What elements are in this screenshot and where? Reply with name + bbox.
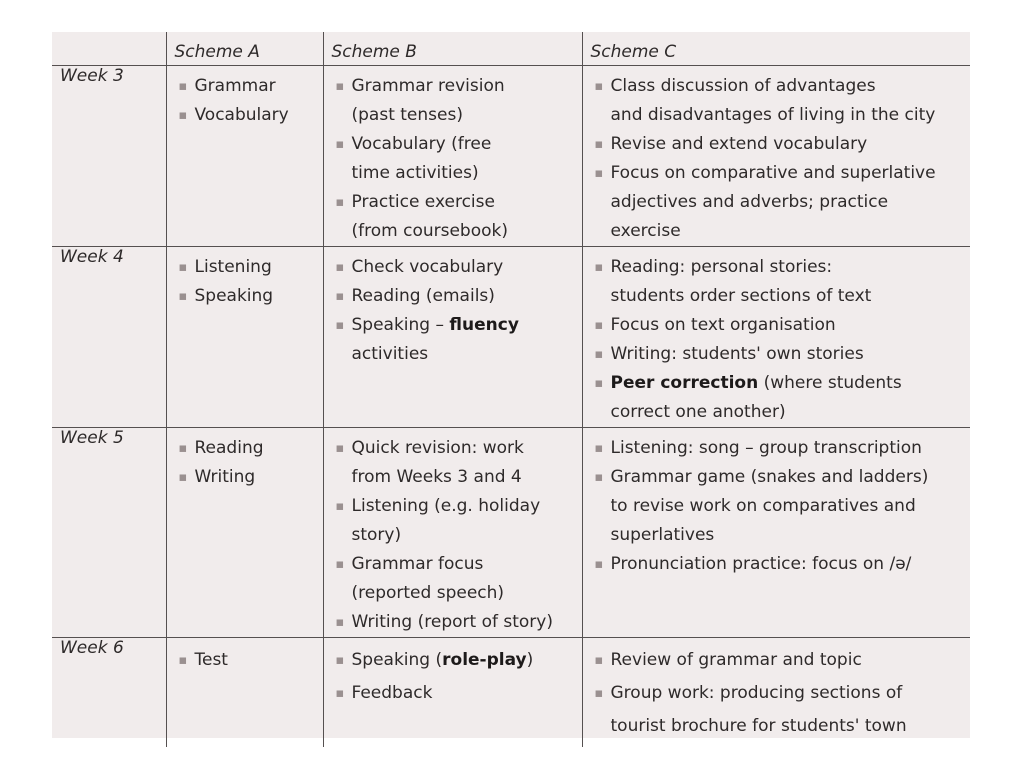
list-item: ▪ Quick revision: work from Weeks 3 and 4: [332, 434, 576, 492]
list-item: ▪ Vocabulary: [175, 101, 317, 130]
list-item: ▪ Writing (report of story): [332, 608, 576, 637]
list-item: ▪ Focus on comparative and superlative adjectives and adverbs; practice exercise: [591, 159, 965, 246]
header-week: [52, 32, 166, 65]
list-item: ▪ Group work: producing sections of tourist brochure for students' town: [591, 677, 965, 743]
bullet-icon: ▪: [178, 259, 188, 275]
list-item: ▪ Speaking (role-play): [332, 644, 576, 677]
bullet-icon: ▪: [335, 317, 345, 333]
list-item: ▪ Grammar: [175, 72, 317, 101]
header-row: [52, 32, 970, 65]
week-label: Week 5: [52, 427, 166, 637]
scheme-c-cell: [582, 637, 970, 747]
scheme-a-cell: [166, 637, 323, 747]
list-item: ▪ Writing: [175, 463, 317, 492]
scheme-a-cell: [166, 427, 323, 637]
header-scheme-a: Scheme A: [166, 32, 323, 65]
list-item: ▪ Listening: [175, 253, 317, 282]
bullet-icon: ▪: [335, 136, 345, 152]
scheme-b-cell: [323, 65, 582, 246]
list-item: ▪ Class discussion of advantages and disadvantages of living in the city: [591, 72, 965, 130]
scheme-a-cell: [166, 65, 323, 246]
scheme-c-cell: [582, 427, 970, 637]
scheme-table-sheet: [52, 32, 970, 738]
schemes-of-work-table: [52, 32, 970, 747]
bullet-icon: ▪: [594, 469, 604, 485]
list-item: ▪ Grammar revision (past tenses): [332, 72, 576, 130]
week-label: Week 3: [52, 65, 166, 246]
list-item: ▪ Vocabulary (free time activities): [332, 130, 576, 188]
bullet-icon: ▪: [594, 375, 604, 391]
list-item: ▪ Speaking – fluency activities: [332, 311, 576, 369]
bullet-icon: ▪: [335, 194, 345, 210]
bullet-icon: ▪: [335, 78, 345, 94]
list-item: ▪ Feedback: [332, 677, 576, 710]
week-label: Week 6: [52, 637, 166, 747]
list-item: ▪ Listening (e.g. holiday story): [332, 492, 576, 550]
scheme-c-cell: [582, 65, 970, 246]
bullet-icon: ▪: [594, 346, 604, 362]
header-scheme-b: Scheme B: [323, 32, 582, 65]
scheme-b-cell: [323, 427, 582, 637]
table-row-week-4: [52, 246, 970, 427]
list-item: ▪ Practice exercise (from coursebook): [332, 188, 576, 246]
table-row-week-6: [52, 637, 970, 747]
scheme-b-cell: [323, 637, 582, 747]
bullet-icon: ▪: [178, 78, 188, 94]
list-item: ▪ Reading (emails): [332, 282, 576, 311]
bullet-icon: ▪: [335, 288, 345, 304]
list-item: ▪ Revise and extend vocabulary: [591, 130, 965, 159]
bullet-icon: ▪: [335, 685, 345, 701]
list-item: ▪ Focus on text organisation: [591, 311, 965, 340]
list-item: ▪ Speaking: [175, 282, 317, 311]
week-label: Week 4: [52, 246, 166, 427]
list-item: ▪ Listening: song – group transcription: [591, 434, 965, 463]
list-item: ▪ Reading: [175, 434, 317, 463]
bullet-icon: ▪: [594, 317, 604, 333]
bullet-icon: ▪: [594, 78, 604, 94]
list-item: ▪ Writing: students' own stories: [591, 340, 965, 369]
list-item: ▪ Reading: personal stories: students order sections of text: [591, 253, 965, 311]
list-item: ▪ Grammar focus (reported speech): [332, 550, 576, 608]
scheme-b-cell: [323, 246, 582, 427]
bullet-icon: ▪: [594, 652, 604, 668]
list-item: ▪ Grammar game (snakes and ladders) to revise work on comparatives and superlatives: [591, 463, 965, 550]
bullet-icon: ▪: [335, 259, 345, 275]
bullet-icon: ▪: [178, 469, 188, 485]
bullet-icon: ▪: [594, 136, 604, 152]
bullet-icon: ▪: [335, 652, 345, 668]
bullet-icon: ▪: [335, 556, 345, 572]
bullet-icon: ▪: [594, 556, 604, 572]
bullet-icon: ▪: [178, 107, 188, 123]
bullet-icon: ▪: [594, 259, 604, 275]
header-scheme-c: Scheme C: [582, 32, 970, 65]
bullet-icon: ▪: [178, 652, 188, 668]
bullet-icon: ▪: [594, 685, 604, 701]
table-row-week-3: [52, 65, 970, 246]
bullet-icon: ▪: [178, 288, 188, 304]
list-item: ▪ Pronunciation practice: focus on /ə/: [591, 550, 965, 579]
bullet-icon: ▪: [335, 440, 345, 456]
bullet-icon: ▪: [594, 165, 604, 181]
bullet-icon: ▪: [335, 614, 345, 630]
list-item: ▪ Test: [175, 644, 317, 677]
list-item: ▪ Check vocabulary: [332, 253, 576, 282]
list-item: ▪ Review of grammar and topic: [591, 644, 965, 677]
scheme-c-cell: [582, 246, 970, 427]
scheme-a-cell: [166, 246, 323, 427]
bullet-icon: ▪: [335, 498, 345, 514]
bullet-icon: ▪: [178, 440, 188, 456]
table-row-week-5: [52, 427, 970, 637]
list-item: ▪ Peer correction (where students correct one another): [591, 369, 965, 427]
bullet-icon: ▪: [594, 440, 604, 456]
